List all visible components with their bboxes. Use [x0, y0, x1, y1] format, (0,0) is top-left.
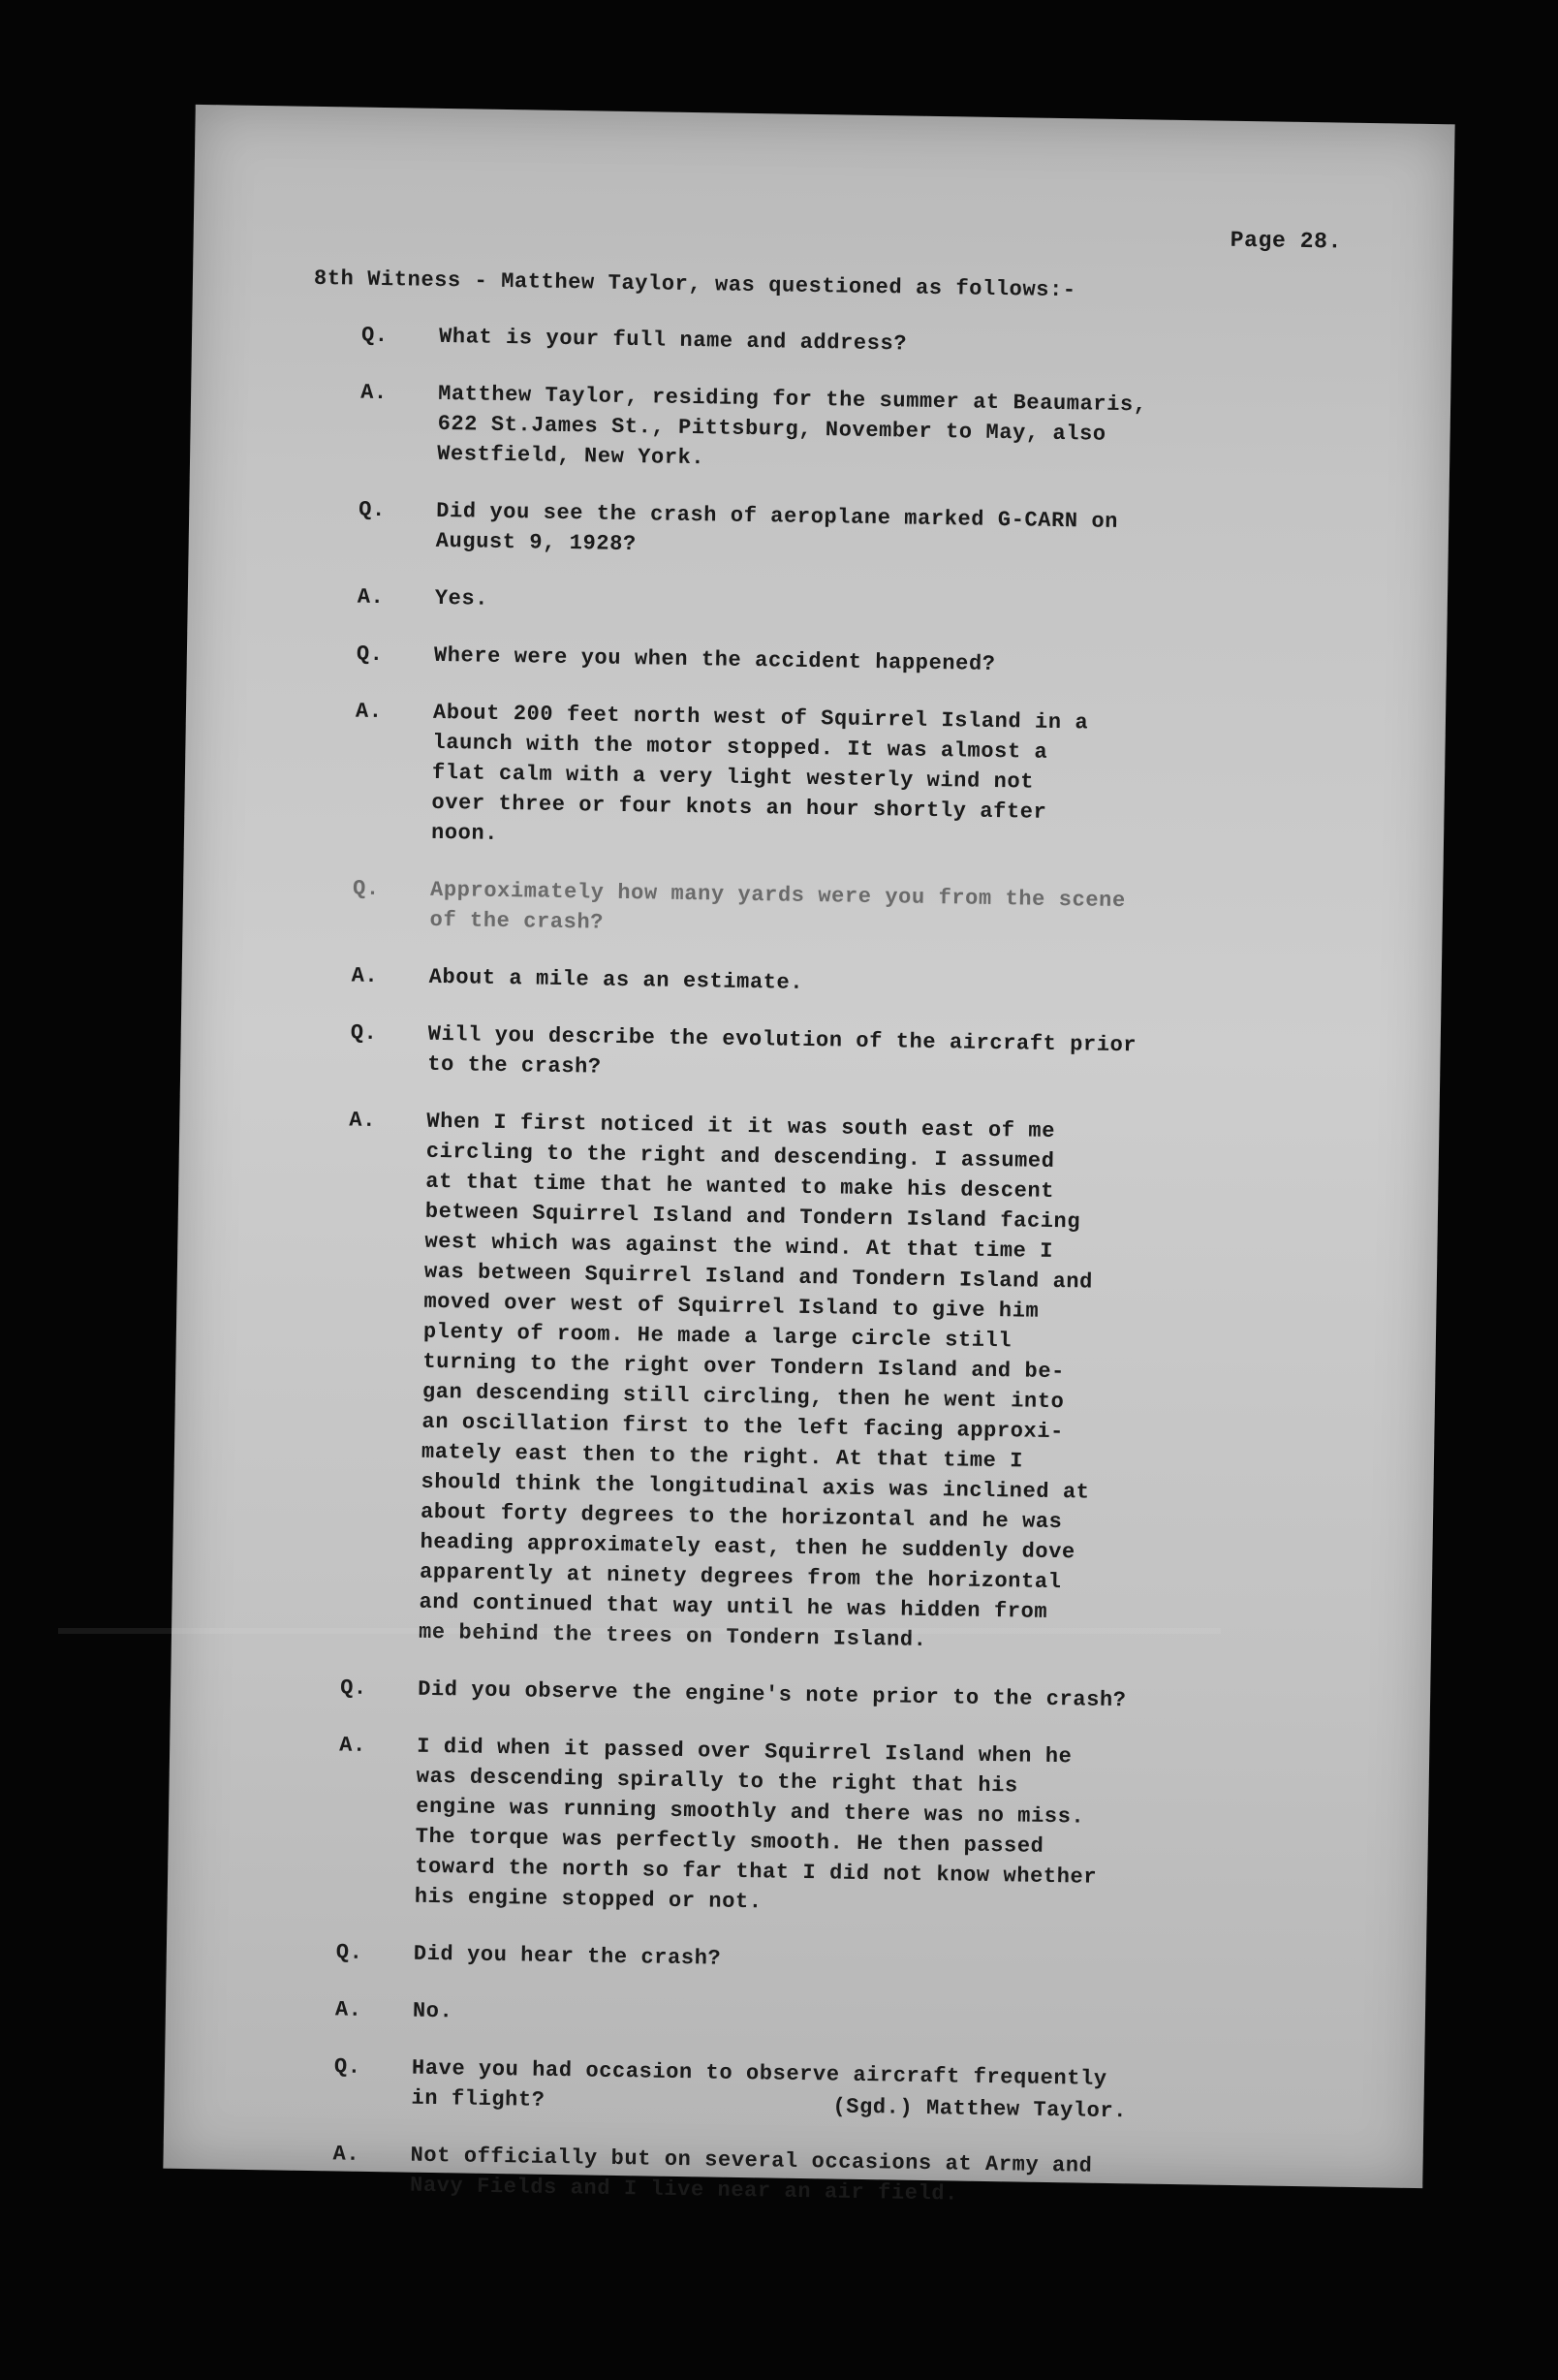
question-answer-list: [331, 321, 1340, 2242]
qa-label: A.: [349, 1108, 377, 1133]
page-number: Page 28.: [1230, 227, 1343, 255]
qa-label: Q.: [350, 1020, 378, 1046]
qa-entry: [336, 1937, 1315, 1983]
qa-entry: [354, 697, 1334, 862]
typed-content: [163, 105, 1454, 2207]
film-scratch: [58, 1628, 1221, 1634]
qa-entry: [337, 1730, 1319, 1926]
qa-entry: [359, 378, 1339, 484]
qa-label: Q.: [335, 1940, 363, 1965]
qa-entry: [361, 321, 1340, 366]
qa-label: A.: [351, 963, 379, 988]
qa-text: Yes.: [434, 585, 489, 611]
qa-label: A.: [355, 699, 383, 725]
qa-label: A.: [334, 1997, 362, 2022]
qa-text: Approximately how many yards were you from the scene of the crash?: [429, 877, 1126, 935]
qa-label: A.: [339, 1733, 367, 1758]
qa-entry: [351, 961, 1329, 1007]
qa-label: A.: [332, 2142, 360, 2167]
qa-entry: [350, 1018, 1329, 1094]
qa-text: About 200 feet north west of Squirrel Island in a launch with the motor stopped. It was almost a flat calm with a very light westerly wind not over three or four knots an hour shortly after noon.: [430, 700, 1089, 846]
qa-entry: [352, 874, 1331, 950]
signature-line: (Sgd.) Matthew Taylor.: [832, 2094, 1128, 2124]
qa-entry: [335, 1994, 1314, 2040]
qa-label: Q.: [339, 1675, 367, 1701]
qa-text: No.: [412, 1998, 453, 2024]
qa-text: Did you observe the engine's note prior to the crash?: [417, 1676, 1127, 1713]
qa-entry: [340, 1673, 1319, 1718]
qa-label: A.: [359, 380, 388, 406]
qa-text: Did you hear the crash?: [413, 1941, 722, 1971]
qa-label: Q.: [356, 642, 384, 668]
qa-text: I did when it passed over Squirrel Island when he was descending spirally to the right that his engine was running smoothly and there was no miss. The torque was perfectly smooth. He then passed toward the north so far that I did not know whether his engine stopped or not.: [414, 1734, 1098, 1915]
qa-text: Will you describe the evolution of the aircraft prior to the crash?: [427, 1021, 1137, 1080]
document-page: [163, 105, 1454, 2207]
qa-text: What is your full name and address?: [438, 324, 908, 357]
witness-intro: 8th Witness - Matthew Taylor, was questioned as follows:-: [313, 266, 1076, 303]
qa-label: Q.: [352, 876, 380, 902]
qa-text: Matthew Taylor, residing for the summer at Beaumaris, 622 St.James St., Pittsburg, November to May, also Westfield, New York.: [436, 381, 1147, 471]
qa-label: Q.: [360, 323, 389, 349]
qa-entry: [358, 582, 1336, 628]
qa-text: When I first noticed it it was south east of me circling to the right and descending. I assumed at that time that he wanted to make his descent between Squirrel Island and Tondern Island facing west which was against the wind. At that time I was between Squirrel Island and Tondern Island and moved over west of Squirrel Island to give him plenty of room. He made a large circle still turning to the right over Tondern Island and be- gan descending still circling, then he went into an oscillation first to the left facing approxi- mately east then to the right. At that time I should think the longitudinal axis was inclined at about forty degrees to the horizontal and he was heading approximately east, then he suddenly dove apparently at ninety degrees from the horizontal and continued that way until he was hidden from me behind the trees on Tondern Island.: [418, 1109, 1094, 1652]
qa-text: About a mile as an estimate.: [428, 964, 804, 995]
qa-entry: [333, 2051, 1313, 2127]
qa-text: Where were you when the accident happened?: [433, 642, 996, 676]
qa-label: Q.: [358, 497, 387, 523]
qa-entry: [332, 2139, 1312, 2214]
qa-text: Have you had occasion to observe aircraft frequently in flight?: [411, 2055, 1107, 2113]
qa-label: A.: [357, 584, 385, 611]
qa-label: Q.: [333, 2054, 361, 2080]
qa-entry: [357, 640, 1335, 685]
qa-text: Did you see the crash of aeroplane marked G-CARN on August 9, 1928?: [435, 498, 1119, 557]
qa-entry: [358, 495, 1338, 571]
qa-text: Not officially but on several occasions at Army and Navy Fields and I live near an air field.: [409, 2143, 1093, 2207]
qa-entry: [341, 1106, 1328, 1662]
